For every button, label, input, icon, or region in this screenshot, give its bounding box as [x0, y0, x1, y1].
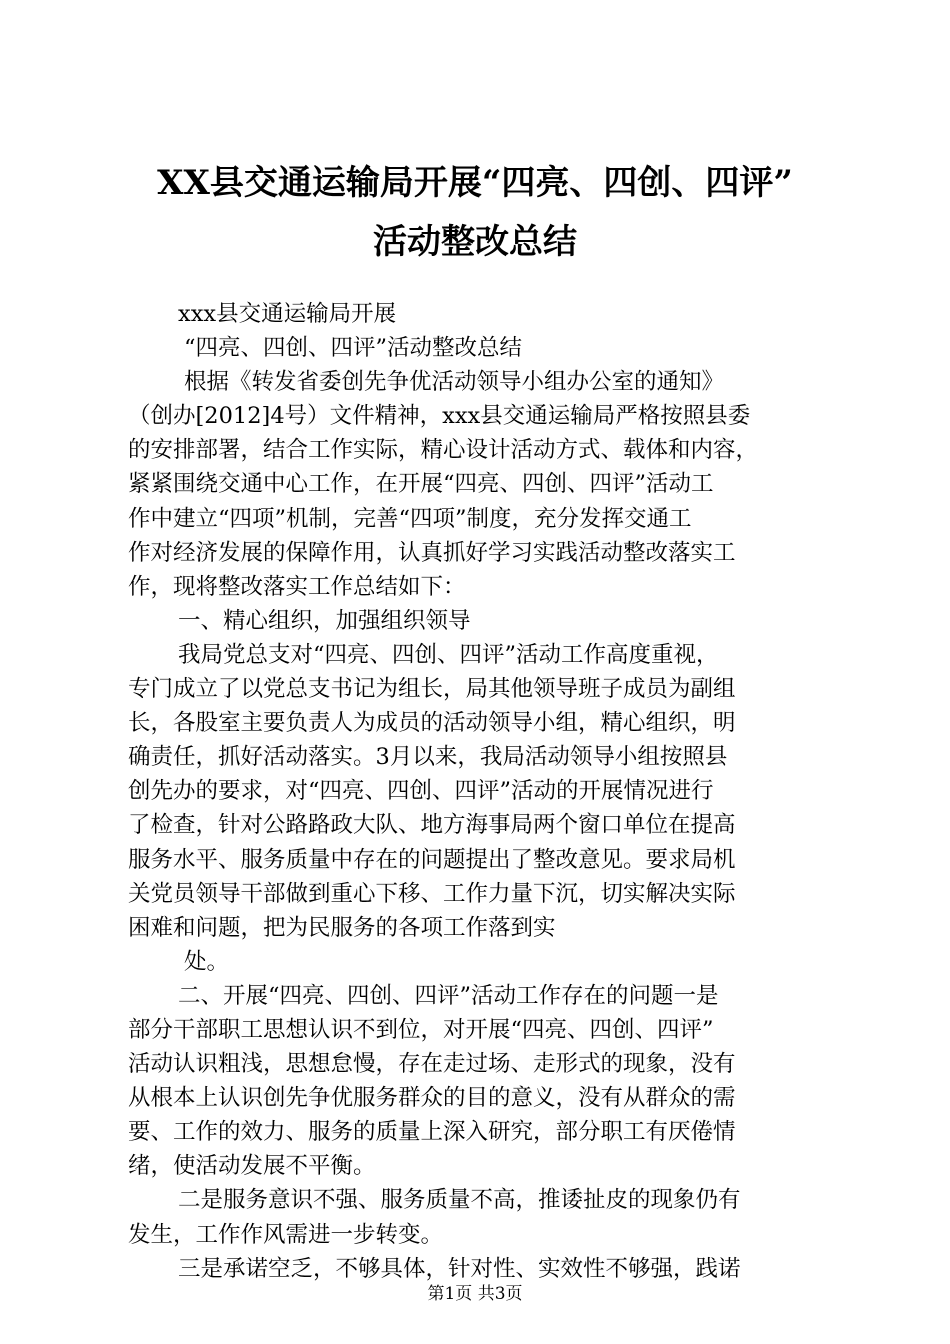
- body-line: 部分干部职工思想认识不到位，对开展“四亮、四创、四评”: [128, 1016, 714, 1043]
- body-line: 二是服务意识不强、服务质量不高，推诿扯皮的现象仍有: [178, 1187, 741, 1214]
- document-title-line-1: XX县交通运输局开展“四亮、四创、四评”: [157, 163, 793, 203]
- body-line: 专门成立了以党总支书记为组长，局其他领导班子成员为副组: [128, 676, 736, 703]
- body-line: 作中建立“四项”机制，完善“四项”制度，充分发挥交通工: [128, 505, 692, 532]
- section-heading: 一、精心组织，加强组织领导: [178, 607, 471, 634]
- section-heading: 二、开展“四亮、四创、四评”活动工作存在的问题一是: [178, 982, 719, 1009]
- body-line: 确责任，抓好活动落实。3月以来，我局活动领导小组按照县: [128, 744, 728, 771]
- body-line: 根据《转发省委创先争优活动领导小组办公室的通知》: [184, 369, 725, 396]
- body-line: 从根本上认识创先争优服务群众的目的意义，没有从群众的需: [128, 1085, 736, 1112]
- document-title-line-2: 活动整改总结: [373, 222, 577, 262]
- body-line: 活动认识粗浅，思想怠慢，存在走过场、走形式的现象，没有: [128, 1051, 736, 1078]
- body-line: 我局党总支对“四亮、四创、四评”活动工作高度重视，: [178, 641, 719, 668]
- body-line: 了检查，针对公路路政大队、地方海事局两个窗口单位在提高: [128, 812, 736, 839]
- body-line: 困难和问题，把为民服务的各项工作落到实: [128, 914, 556, 941]
- body-line: 处。: [184, 948, 230, 975]
- body-line: 发生，工作作风需进一步转变。: [128, 1221, 444, 1248]
- body-line: 作对经济发展的保障作用，认真抓好学习实践活动整改落实工: [128, 539, 736, 566]
- body-line: 关党员领导干部做到重心下移、工作力量下沉，切实解决实际: [128, 880, 736, 907]
- body-line: （创办[2012]4号）文件精神，xxx县交通运输局严格按照县委: [128, 403, 751, 430]
- body-line: xxx县交通运输局开展: [178, 301, 397, 327]
- body-line: 长，各股室主要负责人为成员的活动领导小组，精心组织，明: [128, 710, 736, 737]
- body-line: 三是承诺空乏，不够具体，针对性、实效性不够强，践诺: [178, 1255, 741, 1282]
- body-line: 作，现将整改落实工作总结如下：: [128, 573, 466, 600]
- body-line: 紧紧围绕交通中心工作，在开展“四亮、四创、四评”活动工: [128, 471, 714, 498]
- body-line: 创先办的要求，对“四亮、四创、四评”活动的开展情况进行: [128, 778, 714, 805]
- body-line: 绪，使活动发展不平衡。: [128, 1153, 376, 1180]
- body-line: 的安排部署，结合工作实际，精心设计活动方式、载体和内容，: [128, 437, 759, 464]
- body-line: 服务水平、服务质量中存在的问题提出了整改意见。要求局机: [128, 846, 736, 873]
- body-line: “四亮、四创、四评”活动整改总结: [184, 335, 523, 362]
- document-body: [128, 297, 838, 1286]
- body-line: 要、工作的效力、服务的质量上深入研究，部分职工有厌倦情: [128, 1119, 736, 1146]
- page-footer: 第1页 共3页: [427, 1284, 523, 1304]
